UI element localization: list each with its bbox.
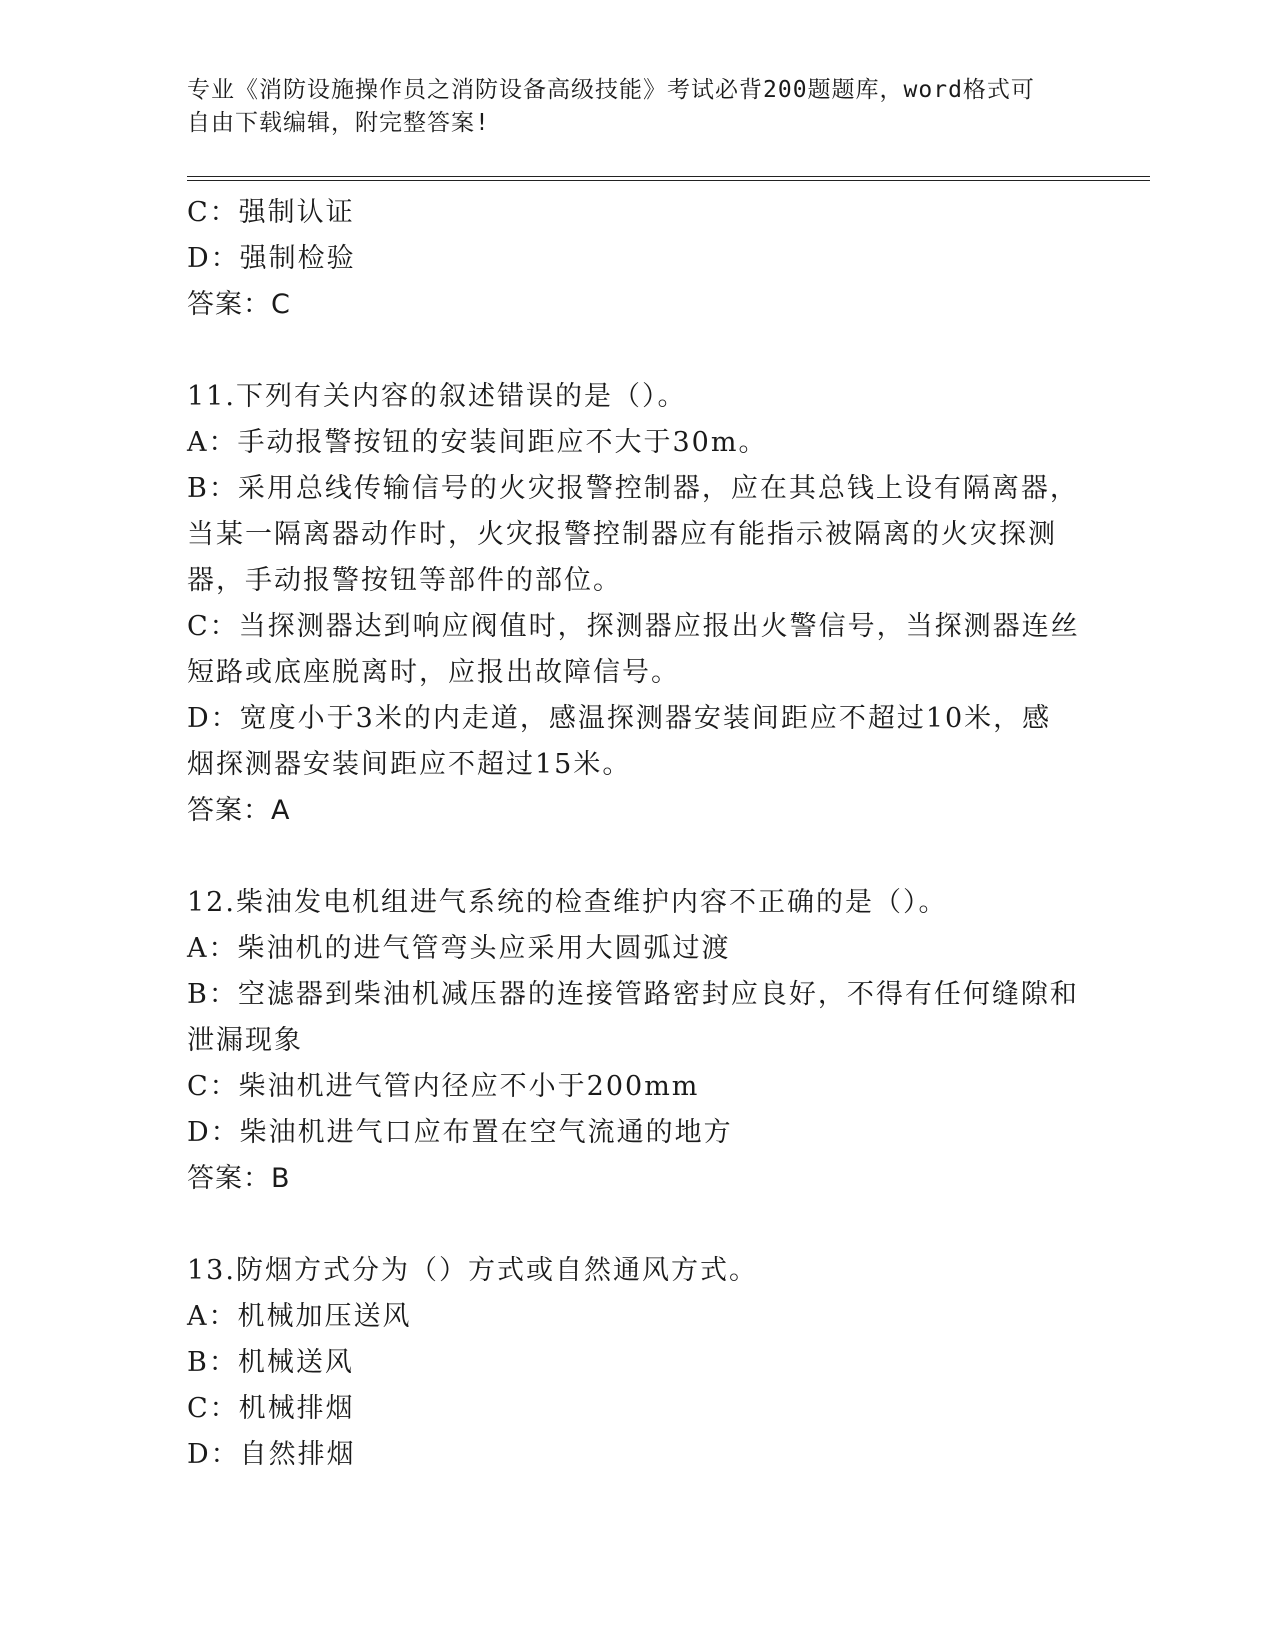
q12-stem: 12.柴油发电机组进气系统的检查维护内容不正确的是（）。 bbox=[187, 887, 948, 918]
q11-answer: 答案：A bbox=[187, 795, 291, 826]
q13-option-a: A：机械加压送风 bbox=[187, 1301, 412, 1332]
q11-stem: 11.下列有关内容的叙述错误的是（）。 bbox=[187, 381, 687, 412]
q11-option-b-line-3: 器，手动报警按钮等部件的部位。 bbox=[187, 565, 622, 596]
q11-option-b-line-1: B：采用总线传输信号的火灾报警控制器，应在其总钱上设有隔离器， bbox=[187, 473, 1079, 504]
q11-option-c-line-1: C：当探测器达到响应阀值时，探测器应报出火警信号，当探测器连丝 bbox=[187, 611, 1080, 642]
header-divider bbox=[187, 176, 1150, 181]
q12-option-b-line-1: B：空滤器到柴油机减压器的连接管路密封应良好，不得有任何缝隙和 bbox=[187, 979, 1079, 1010]
header-title-line-1: 专业《消防设施操作员之消防设备高级技能》考试必背200题题库，word格式可 bbox=[187, 77, 1035, 103]
q12-option-c: C：柴油机进气管内径应不小于200mm bbox=[187, 1071, 700, 1102]
document-header bbox=[187, 74, 1067, 140]
q13-stem: 13.防烟方式分为（）方式或自然通风方式。 bbox=[187, 1255, 758, 1286]
q12-option-a: A：柴油机的进气管弯头应采用大圆弧过渡 bbox=[187, 933, 731, 964]
spacer bbox=[187, 328, 1087, 374]
q12-answer: 答案：B bbox=[187, 1163, 291, 1194]
q10-option-c: C：强制认证 bbox=[187, 197, 355, 228]
q11-option-d-line-1: D：宽度小于3米的内走道，感温探测器安装间距应不超过10米，感 bbox=[187, 703, 1052, 734]
q10-option-d: D：强制检验 bbox=[187, 243, 356, 274]
q12-option-b-line-2: 泄漏现象 bbox=[187, 1025, 303, 1056]
q13-option-c: C：机械排烟 bbox=[187, 1393, 355, 1424]
q11-option-d-line-2: 烟探测器安装间距应不超过15米。 bbox=[187, 749, 632, 780]
q11-option-a: A：手动报警按钮的安装间距应不大于30m。 bbox=[187, 427, 768, 458]
spacer bbox=[187, 1202, 1087, 1248]
spacer bbox=[187, 834, 1087, 880]
q11-option-b-line-2: 当某一隔离器动作时，火灾报警控制器应有能指示被隔离的火灾探测 bbox=[187, 519, 1057, 550]
q10-answer: 答案：C bbox=[187, 289, 291, 320]
q13-option-b: B：机械送风 bbox=[187, 1347, 354, 1378]
q12-option-d: D：柴油机进气口应布置在空气流通的地方 bbox=[187, 1117, 733, 1148]
header-title-line-2: 自由下载编辑，附完整答案! bbox=[187, 110, 490, 136]
q13-option-d: D：自然排烟 bbox=[187, 1439, 356, 1470]
question-content bbox=[187, 190, 1087, 1478]
q11-option-c-line-2: 短路或底座脱离时，应报出故障信号。 bbox=[187, 657, 680, 688]
